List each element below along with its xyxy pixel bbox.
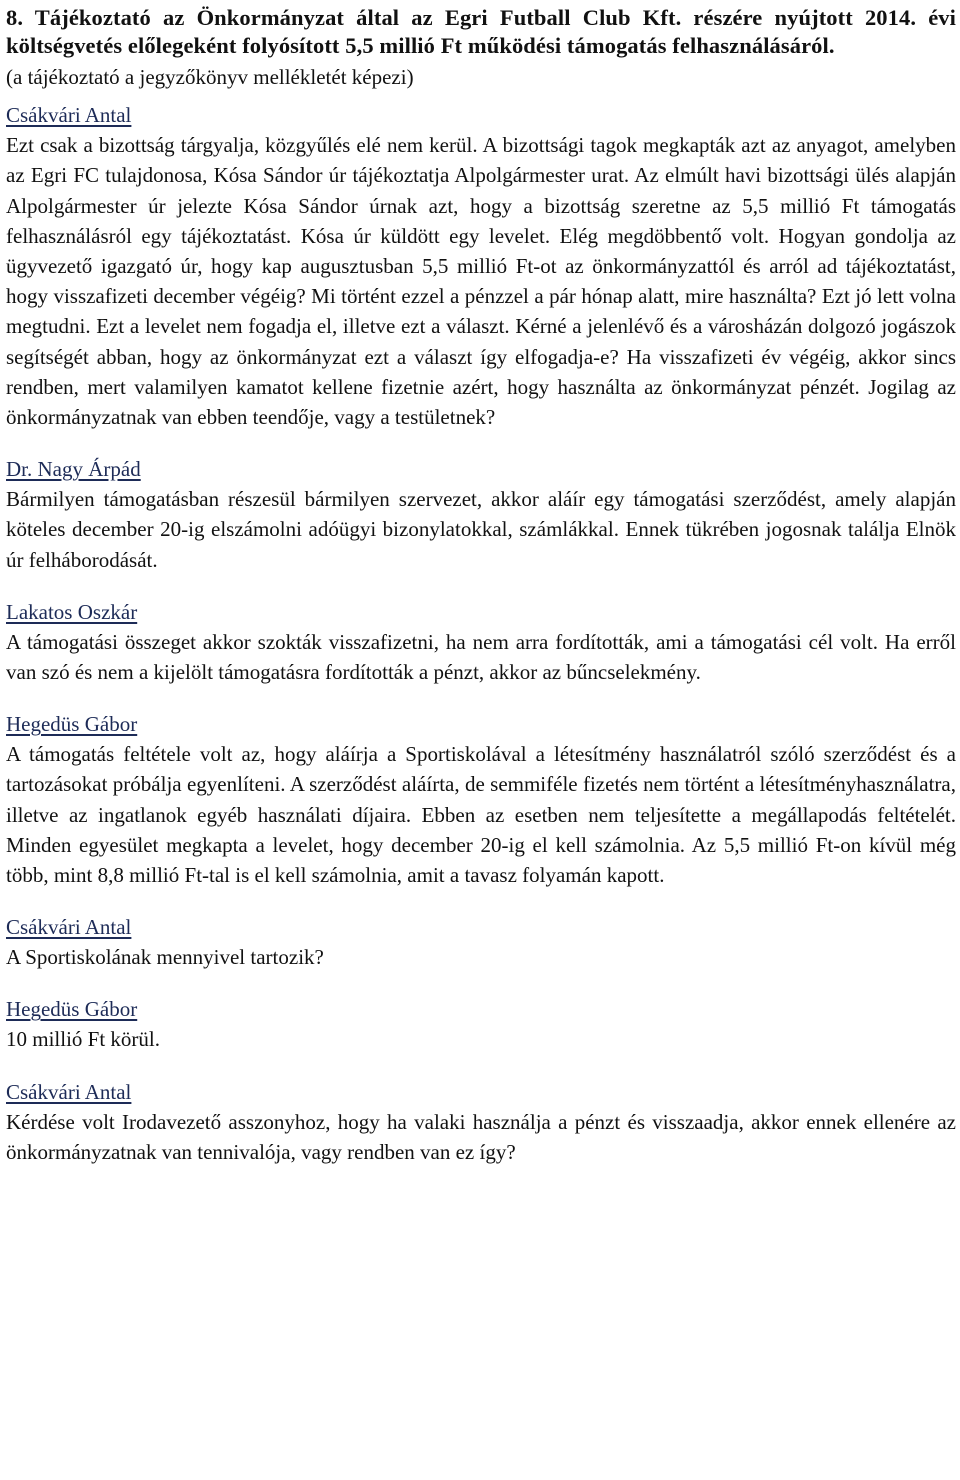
speaker-name: Csákvári Antal xyxy=(6,915,132,940)
minutes-entry xyxy=(6,100,956,432)
speaker-statement: A támogatási összeget akkor szokták visszafizetni, ha nem arra fordították, ami a támogatási cél volt. Ha erről van szó és nem a kijelölt támogatásra fordították a pénzt, akkor az bűncselekmény. xyxy=(6,629,956,685)
minutes-entry xyxy=(6,912,956,972)
agenda-item-note: (a tájékoztató a jegyzőkönyv mellékletét képezi) xyxy=(6,65,414,89)
minutes-entry xyxy=(6,709,956,890)
document-page xyxy=(6,4,956,1167)
minutes-entry xyxy=(6,1077,956,1167)
speaker-statement: Kérdése volt Irodavezető asszonyhoz, hogy ha valaki használja a pénzt és visszaadja, akkor ennek ellenére az önkormányzatnak van tennivalója, vagy rendben van ez így? xyxy=(6,1109,956,1164)
agenda-item-title: 8. Tájékoztató az Önkormányzat által az Egri Futball Club Kft. részére nyújtott 2014. évi költségvetés előlegeként folyósított 5,5 millió Ft működési támogatás felhasználásáról. xyxy=(6,5,956,58)
speaker-statement: 10 millió Ft körül. xyxy=(6,1027,161,1052)
minutes-entries xyxy=(6,100,956,1167)
minutes-entry xyxy=(6,597,956,687)
minutes-entry xyxy=(6,454,956,575)
speaker-statement: A támogatás feltétele volt az, hogy aláírja a Sportiskolával a létesítmény használatról szóló szerződést és a tartozásokat próbálja egyenlíteni. A szerződést aláírta, de semmiféle fizetés nem történt a létesítményhasználatra, illetve az ingatlanok egyéb használati díjaira. Ebben az esetben nem teljesítette a megállapodás feltételét. Minden egyesület megkapta a levelet, hogy december 20-ig el kell számolnia. Az 5,5 millió Ft-on kívül még több, mint 8,8 millió Ft-tal is el kell számolnia, amit a tavasz folyamán kapott. xyxy=(6,742,956,888)
speaker-name: Dr. Nagy Árpád xyxy=(6,457,141,482)
speaker-name: Lakatos Oszkár xyxy=(6,599,138,624)
speaker-statement: Ezt csak a bizottság tárgyalja, közgyűlés elé nem kerül. A bizottsági tagok megkapták azt az anyagot, amelyben az Egri FC tulajdonosa, Kósa Sándor úr tájékoztatja Alpolgármester urat. Az elmúlt havi bizottsági ülés alapján Alpolgármester úr jelezte Kósa Sándor úrnak azt, hogy a bizottság szeretne az 5,5 millió Ft támogatás felhasználásról egy tájékoztatást. Kósa úr küldött egy levelet. Elég megdöbbentő volt. Hogyan gondolja az ügyvezető igazgató úr, hogy kap augusztusban 5,5 millió Ft-ot az önkormányzattól és arról ad tájékoztatást, hogy visszafizeti december végéig? Mi történt ezzel a pénzzel a pár hónap alatt, mire használta? Ezt jó lett volna megtudni. Ezt a levelet nem fogadja el, illetve ezt a választ. Kérné a jelenlévő és a városházán dolgozó jogászok segítségét abban, hogy az önkormányzat ezt a választ így elfogadja-e? Ha visszafizeti év végéig, akkor sincs rendben, mert valamilyen kamatot kellene fizetnie azért, hogy használta az önkormányzat pénzét. Jogilag az önkormányzatnak van ebben teendője, vagy a testületnek? xyxy=(6,133,956,430)
speaker-name: Csákvári Antal xyxy=(6,103,132,128)
speaker-name: Csákvári Antal xyxy=(6,1079,132,1104)
speaker-name: Hegedüs Gábor xyxy=(6,997,138,1022)
speaker-name: Hegedüs Gábor xyxy=(6,712,138,737)
minutes-entry xyxy=(6,994,956,1054)
speaker-statement: Bármilyen támogatásban részesül bármilyen szervezet, akkor aláír egy támogatási szerződést, amely alapján köteles december 20-ig elszámolni adóügyi bizonylatokkal, számlákkal. Ennek tükrében jogosnak találja Elnök úr felháborodását. xyxy=(6,487,956,572)
speaker-statement: A Sportiskolának mennyivel tartozik? xyxy=(6,945,324,970)
